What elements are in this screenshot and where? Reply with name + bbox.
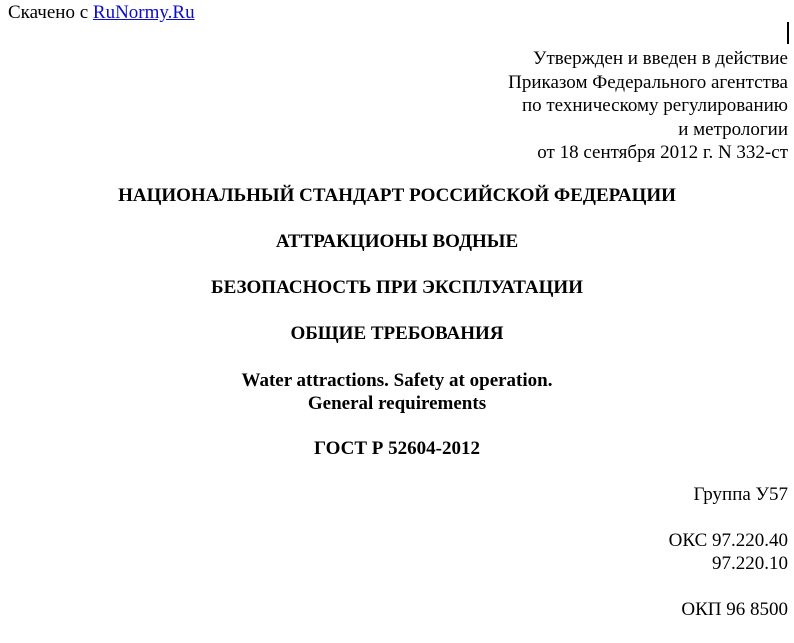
okp-code: ОКП 96 8500 bbox=[681, 599, 788, 620]
general-requirements-title: ОБЩИЕ ТРЕБОВАНИЯ bbox=[290, 323, 504, 344]
approval-line: и метрологии bbox=[678, 118, 788, 140]
download-source-line bbox=[8, 2, 195, 24]
download-prefix: Скачено с bbox=[8, 2, 89, 23]
oks-code-1: ОКС 97.220.40 bbox=[668, 530, 788, 551]
approval-line: Приказом Федерального агентства bbox=[508, 71, 788, 93]
standard-subject-title: АТТРАКЦИОНЫ ВОДНЫЕ bbox=[275, 231, 519, 252]
group-code: Группа У57 bbox=[693, 484, 788, 505]
national-standard-heading: НАЦИОНАЛЬНЫЙ СТАНДАРТ РОССИЙСКОЙ ФЕДЕРАЦИИ bbox=[118, 185, 676, 206]
approval-line: Утвержден и введен в действие bbox=[533, 48, 788, 69]
text-cursor bbox=[787, 22, 789, 44]
approval-line: по техническому регулированию bbox=[521, 95, 788, 116]
safety-title: БЕЗОПАСНОСТЬ ПРИ ЭКСПЛУАТАЦИИ bbox=[211, 277, 583, 298]
gost-number: ГОСТ Р 52604-2012 bbox=[314, 438, 480, 459]
english-title-line2: General requirements bbox=[307, 393, 487, 414]
approval-line: от 18 сентября 2012 г. N 332-ст bbox=[537, 142, 788, 163]
approval-block bbox=[508, 47, 788, 165]
oks-code-2: 97.220.10 bbox=[712, 553, 788, 574]
runormy-link[interactable]: RuNormy.Ru bbox=[92, 2, 195, 23]
english-title-line1: Water attractions. Safety at operation. bbox=[241, 370, 553, 391]
